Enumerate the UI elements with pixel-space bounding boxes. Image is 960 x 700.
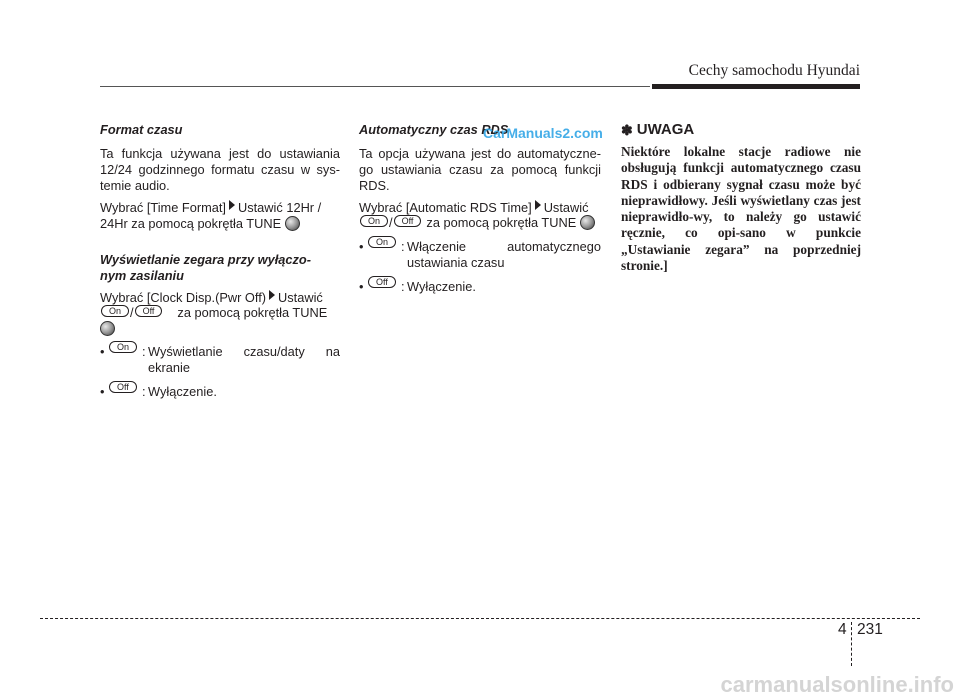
instruction-text: Ustawić [278, 290, 323, 305]
instruction-text: za pomocą pokrętła TUNE [426, 215, 577, 230]
colon: : [401, 279, 405, 294]
note-title-text: UWAGA [636, 121, 695, 138]
on-button-icon: On [360, 215, 388, 227]
footer-rule [40, 618, 920, 619]
off-button-icon: Off [135, 305, 163, 317]
off-button-icon: Off [368, 276, 396, 288]
heading-clock-display [100, 252, 340, 284]
list-item-text: ustawiania czasu [407, 255, 505, 270]
header-rule [100, 86, 650, 87]
list-item-text: Włączenie automatycznego [407, 239, 601, 254]
colon: : [401, 239, 405, 254]
arrow-right-icon [229, 200, 235, 210]
list-item [100, 384, 340, 400]
arrow-right-icon [535, 200, 541, 210]
heading-line: nym zasilaniu [100, 268, 184, 283]
watermark: CarManuals2.com [483, 125, 603, 141]
instruction-rds-time [359, 200, 601, 231]
instruction-text: Ustawić 12Hr / [237, 200, 322, 215]
column-1 [100, 122, 340, 400]
header-bar [652, 84, 860, 89]
instruction-clock-display [100, 290, 340, 336]
slash: / [130, 305, 134, 320]
instruction-text: Wybrać [Time Format] [100, 200, 226, 215]
paragraph-time-format: Ta funkcja używana jest do ustawiania 12/24 godzinnego formatu czasu w sys-temie audio. [100, 146, 340, 193]
instruction-text: Ustawić [543, 200, 589, 215]
colon: : [142, 384, 146, 399]
heading-line: Wyświetlanie zegara przy wyłączo- [100, 252, 311, 267]
list-item-text: ekranie [148, 360, 190, 375]
colon: : [142, 344, 146, 359]
heading-time-format: Format czasu [100, 122, 183, 137]
list-item [359, 239, 601, 271]
bullet: • [100, 344, 105, 359]
list-item [359, 279, 601, 295]
on-button-icon: On [368, 236, 396, 248]
off-button-icon: Off [109, 381, 137, 393]
note-body: Niektóre lokalne stacje radiowe nie obsługują funkcji automatycznego czasu RDS i odbierany sygnał czasu może być nieprawidłowy. Jeśli wyświetlany czas jest nieprawidło-wy, to należy go ustawić ręcznie, co opi-sano w punkcie „Ustawianie zegara” na poprzedniej stronie.] [621, 144, 861, 274]
page-number: 231 [857, 621, 883, 638]
column-2 [359, 122, 601, 295]
tune-knob-icon [285, 216, 300, 231]
off-button-icon: Off [394, 215, 422, 227]
list-item-text: Wyłączenie. [407, 279, 476, 294]
bullet: • [359, 279, 364, 294]
slash: / [389, 215, 393, 230]
tune-knob-icon [580, 215, 595, 230]
footer-divider [851, 622, 852, 666]
asterisk-icon: ✽ [621, 122, 633, 138]
list-item-text: Wyłączenie. [148, 384, 217, 399]
header-title: Cechy samochodu Hyundai [688, 62, 860, 79]
heading-rds-time: Automatyczny czas RDS [359, 122, 509, 137]
list-item-text: Wyświetlanie czasu/daty na [148, 344, 340, 359]
instruction-text: Wybrać [Clock Disp.(Pwr Off) [100, 290, 267, 305]
chapter-number: 4 [838, 621, 847, 638]
instruction-text: Wybrać [Automatic RDS Time] [359, 200, 532, 215]
arrow-right-icon [269, 290, 275, 300]
instruction-text: za pomocą pokrętła TUNE [177, 305, 328, 320]
instruction-time-format [100, 200, 340, 232]
bullet: • [100, 384, 105, 399]
tune-knob-icon [100, 321, 115, 336]
bullet: • [359, 239, 364, 254]
paragraph-rds-time: Ta opcja używana jest do automatyczne-go ustawiania czasu za pomocą funkcji RDS. [359, 146, 601, 193]
list-item [100, 344, 340, 376]
on-button-icon: On [101, 305, 129, 317]
note-title [621, 122, 861, 138]
column-3 [621, 122, 861, 274]
on-button-icon: On [109, 341, 137, 353]
site-watermark: carmanualsonline.info [720, 672, 954, 697]
instruction-text: 24Hr za pomocą pokrętła TUNE [100, 216, 282, 231]
